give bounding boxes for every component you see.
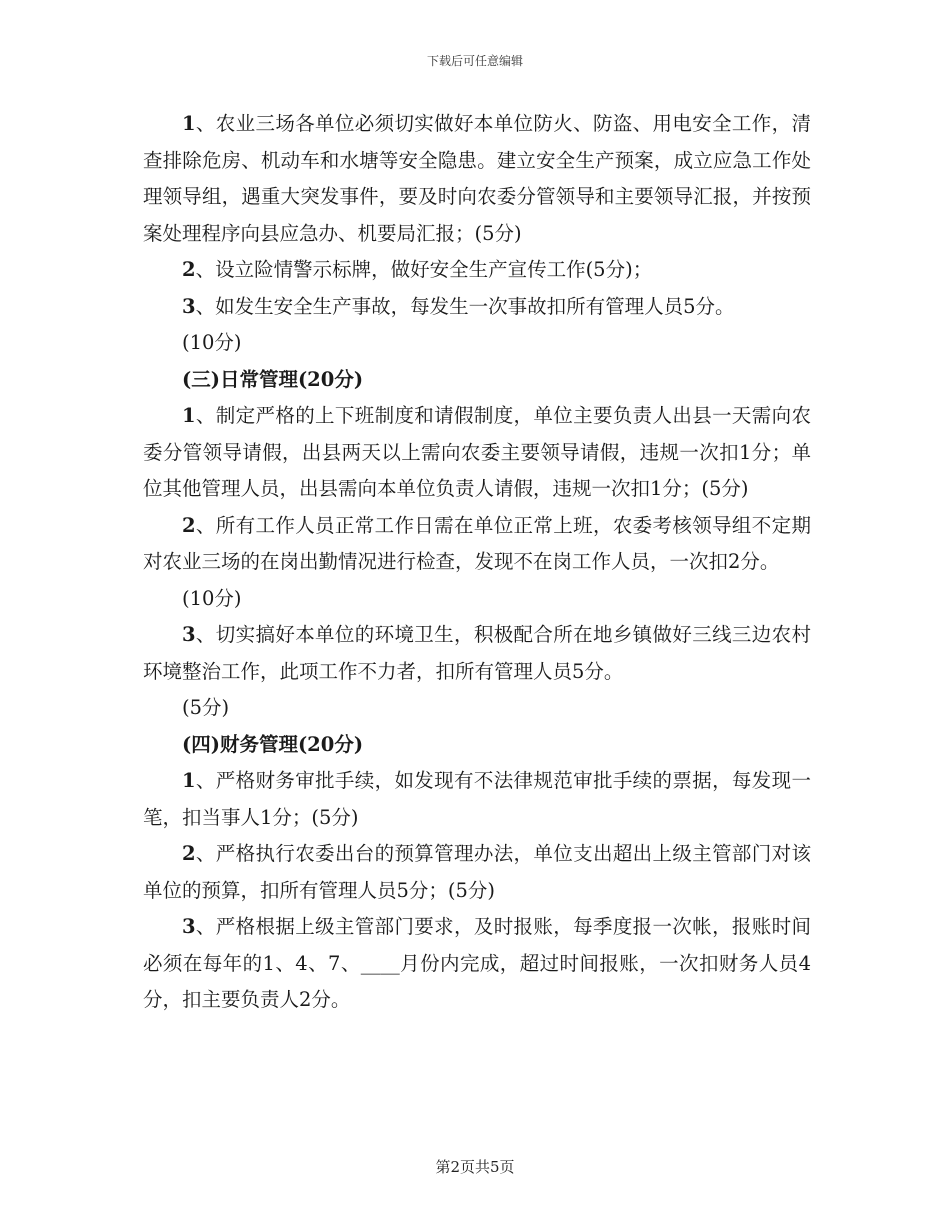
paragraph-2-budget <box>143 836 811 909</box>
paragraph-text: 、严格财务审批手续，如发现有不法律规范审批手续的票据，每发现一笔，扣当事人1分；(5分) <box>143 769 811 829</box>
item-number: 2 <box>182 258 196 281</box>
paragraph-text: 、如发生安全生产事故，每发生一次事故扣所有管理人员5分。 <box>195 294 735 318</box>
paragraph-text: (10分) <box>182 586 242 610</box>
section-heading-financial-management <box>143 727 811 764</box>
item-number: 2 <box>182 842 196 865</box>
paragraph-1-fire-safety <box>143 106 811 252</box>
paragraph-text: 、设立险情警示标牌，做好安全生产宣传工作(5分)； <box>195 258 653 281</box>
paragraph-2-attendance <box>143 508 811 581</box>
paragraph-text: 、所有工作人员正常工作日需在单位正常上班，农委考核领导组不定期对农业三场的在岗出勤情况进行检查，发现不在岗工作人员，一次扣2分。 <box>143 513 811 573</box>
paragraph-3-reimbursement <box>143 909 811 1019</box>
document-body <box>143 106 811 1019</box>
paragraph-text: 、严格根据上级主管部门要求，及时报账，每季度报一次帐，报账时间必须在每年的1、4、7、____月份内完成，超过时间报账，一次扣财务人员4分，扣主要负责人2分。 <box>143 915 811 1011</box>
score-note <box>143 690 811 727</box>
paragraph-text: (5分) <box>182 696 230 719</box>
item-number: 3 <box>182 294 196 318</box>
heading-text: (四)财务管理(20分) <box>182 732 364 756</box>
paragraph-text: 、农业三场各单位必须切实做好本单位防火、防盗、用电安全工作，清查排除危房、机动车和水塘等安全隐患。建立安全生产预案，成立应急工作处理领导组，遇重大突发事件，要及时向农委分管领导和主要领导汇报，并按预案处理程序向县应急办、机要局汇报；(5分) <box>143 112 811 245</box>
page-number-footer: 第2页共5页 <box>435 1158 515 1176</box>
paragraph-3-accident-penalty <box>143 289 811 326</box>
item-number: 1 <box>182 769 196 792</box>
item-number: 3 <box>182 623 196 646</box>
paragraph-text: 、严格执行农委出台的预算管理办法，单位支出超出上级主管部门对该单位的预算，扣所有管理人员5分；(5分) <box>143 842 811 902</box>
section-heading-daily-management <box>143 362 811 399</box>
paragraph-text: 、制定严格的上下班制度和请假制度，单位主要负责人出县一天需向农委分管领导请假，出县两天以上需向农委主要领导请假，违规一次扣1分；单位其他管理人员，出县需向本单位负责人请假，违规一次扣1分；(5分) <box>143 404 811 500</box>
paragraph-text: (10分) <box>182 331 242 354</box>
heading-text: (三)日常管理(20分) <box>182 367 364 391</box>
item-number: 3 <box>182 915 196 938</box>
item-number: 1 <box>182 112 196 135</box>
paragraph-3-sanitation <box>143 617 811 690</box>
paragraph-1-leave-policy <box>143 398 811 508</box>
paragraph-2-warning-signs <box>143 252 811 289</box>
page-header: 下载后可任意编辑 <box>426 54 523 68</box>
score-note <box>143 581 811 618</box>
score-note <box>143 325 811 362</box>
item-number: 1 <box>182 404 196 427</box>
paragraph-text: 、切实搞好本单位的环境卫生，积极配合所在地乡镇做好三线三边农村环境整治工作，此项工作不力者，扣所有管理人员5分。 <box>143 623 811 683</box>
paragraph-1-approval <box>143 763 811 836</box>
item-number: 2 <box>182 513 196 537</box>
